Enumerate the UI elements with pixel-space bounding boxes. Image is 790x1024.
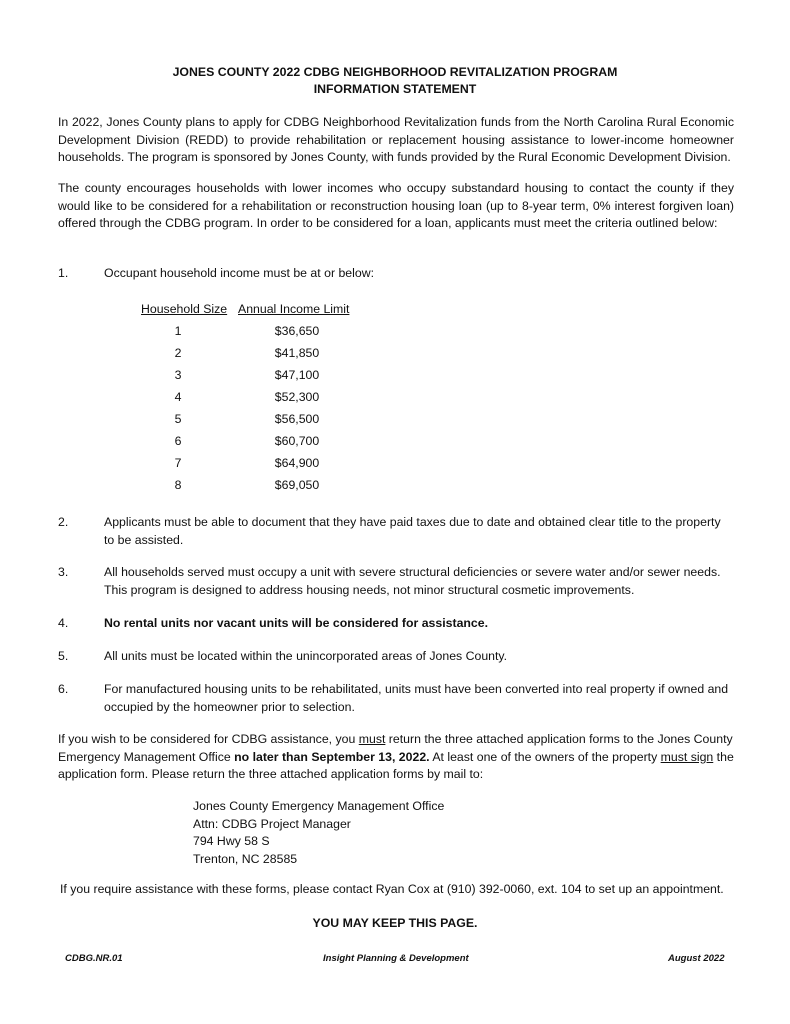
must-sign-emphasis: must sign (660, 749, 714, 764)
income-limit-cell: $60,700 (274, 434, 320, 448)
household-size-cell: 2 (174, 346, 182, 360)
income-limit-cell: $69,050 (274, 478, 320, 492)
intro-paragraph-2: The county encourages households with lower incomes who occupy substandard housing to contact the county if they would like to be considered for a rehabilitation or reconstruction housing loan (up to 8-year term, 0% interest forgiven loan) offered through the CDBG program. In order to be considered for a loan, applicants must meet the criteria outlined below: (58, 181, 734, 230)
criterion-number: 5. (58, 649, 69, 663)
income-limit-header: Annual Income Limit (238, 302, 350, 316)
keep-page-notice: YOU MAY KEEP THIS PAGE. (312, 916, 478, 930)
footer-preparer: Insight Planning & Development (323, 953, 469, 964)
intro-paragraph-1: In 2022, Jones County plans to apply for CDBG Neighborhood Revitalization funds from the North Carolina Rural Economic Development Division (REDD) to provide rehabilitation or replacement housing assistance to lower-income homeowner households. The program is sponsored by Jones County, with funds provided by the Rural Economic Development Division. (58, 115, 734, 164)
household-size-cell: 1 (174, 324, 182, 338)
page-title: JONES COUNTY 2022 CDBG NEIGHBORHOOD REVITALIZATION PROGRAM (172, 65, 618, 79)
household-size-header: Household Size (141, 302, 228, 316)
criterion-text: All households served must occupy a unit with severe structural deficiencies or severe water and/or sewer needs. This program is designed to address housing needs, not minor structural cosmetic improvements. (104, 565, 721, 597)
criterion-text: For manufactured housing units to be rehabilitated, units must have been converted into real property if owned and occupied by the homeowner prior to selection. (104, 682, 729, 714)
assistance-contact: If you require assistance with these forms, please contact Ryan Cox at (910) 392-0060, ext. 104 to set up an appointment. (60, 882, 724, 896)
footer-date: August 2022 (668, 953, 725, 964)
household-size-cell: 3 (174, 368, 182, 382)
address-line: Jones County Emergency Management Office (193, 799, 445, 813)
address-line: 794 Hwy 58 S (193, 834, 270, 848)
criterion-text: All units must be located within the unincorporated areas of Jones County. (104, 649, 508, 663)
deadline: no later than September 13, 2022. (234, 749, 430, 764)
criterion-number: 4. (58, 616, 69, 630)
criterion-text: Occupant household income must be at or below: (104, 266, 375, 280)
footer-form-id: CDBG.NR.01 (65, 953, 123, 964)
income-limit-cell: $64,900 (274, 456, 320, 470)
address-line: Attn: CDBG Project Manager (193, 816, 351, 831)
income-limit-cell: $36,650 (274, 324, 320, 338)
income-limit-cell: $52,300 (274, 390, 320, 404)
income-limit-cell: $47,100 (274, 368, 320, 382)
mailing-address (193, 798, 444, 868)
criterion-text: No rental units nor vacant units will be considered for assistance. (104, 616, 489, 630)
criterion-number: 2. (58, 515, 69, 529)
application-instructions: If you wish to be considered for CDBG assistance, you must return the three attached application forms to the Jones County Emergency Management Office no later than September 13, 2022. At least one of the owners of the property must sign the application form. Please return the three attached application forms by mail to: (58, 732, 734, 781)
income-limit-cell: $41,850 (274, 346, 320, 360)
household-size-cell: 4 (174, 390, 182, 404)
household-size-cell: 7 (174, 456, 182, 470)
must-emphasis: must (358, 732, 386, 746)
criterion-number: 6. (58, 682, 69, 696)
address-line: Trenton, NC 28585 (193, 851, 298, 866)
income-limit-cell: $56,500 (274, 412, 320, 426)
criterion-text: Applicants must be able to document that they have paid taxes due to date and obtained clear title to the property to be assisted. (104, 515, 721, 547)
criterion-number: 1. (58, 266, 69, 280)
criterion-number: 3. (58, 565, 69, 579)
page-subtitle: INFORMATION STATEMENT (313, 82, 477, 96)
household-size-cell: 6 (174, 434, 182, 448)
household-size-cell: 5 (174, 412, 182, 426)
household-size-cell: 8 (174, 478, 182, 492)
